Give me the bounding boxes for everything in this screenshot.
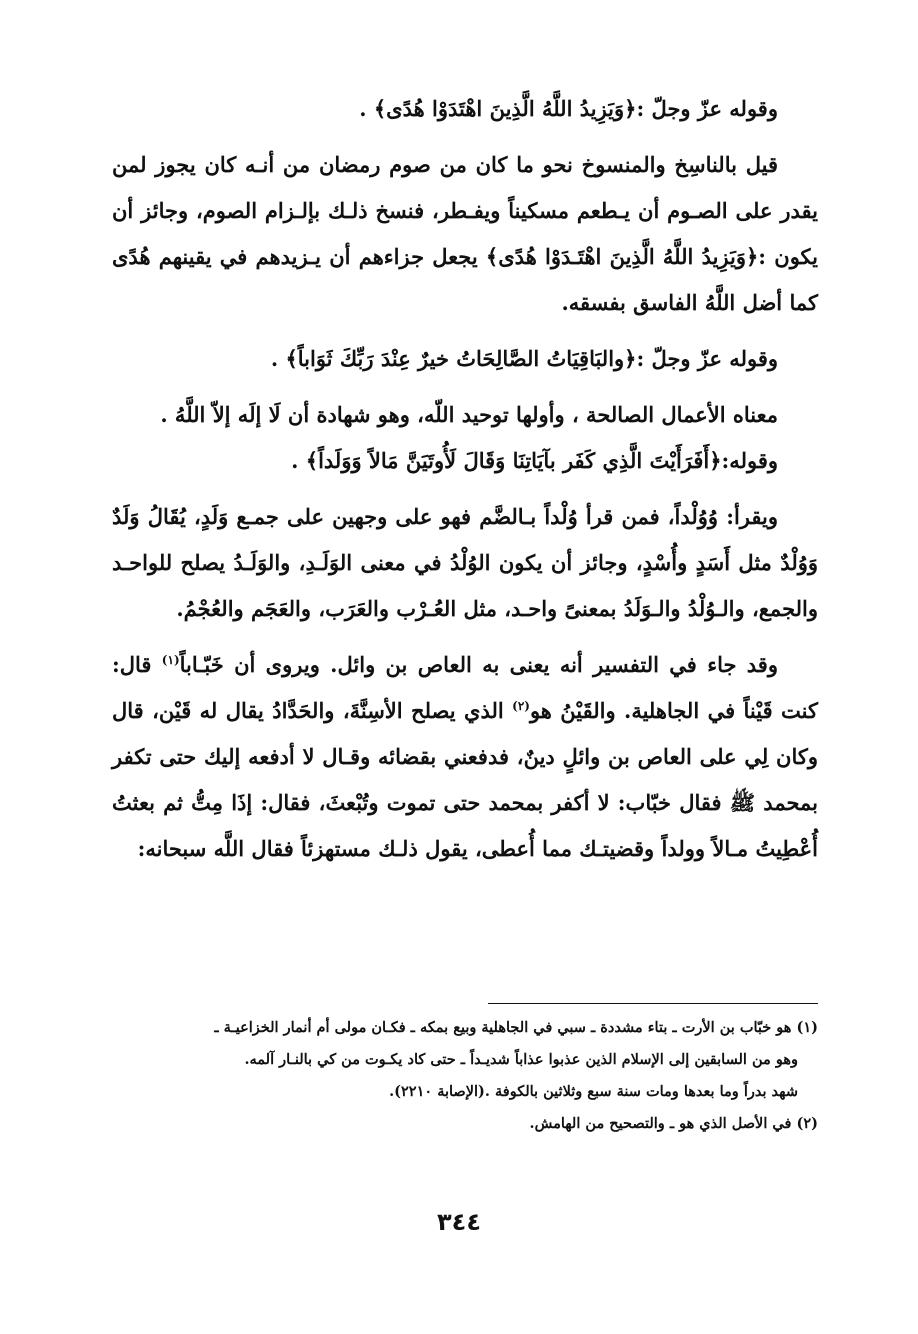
footnote-1: (١) هو خبّاب بن الأرت ـ بتاء مشددة ـ سبي في الجاهلية وبيع بمكه ـ فكـان مولى أم أنمار الخزاعيـة ـ <box>214 1019 818 1036</box>
paragraph-commentary-4 <box>112 642 818 872</box>
main-text <box>112 86 818 882</box>
paragraph-text-part-2: قال: كنت قَيْناً في الجاهلية. والقَيْنُ هو <box>112 652 819 723</box>
paragraph-commentary-1: قيل بالناسِخ والمنسوخ نحو ما كان من صوم رمضان من أنـه كان يجوز لمن يقدر على الصـوم أن يـطعم مسكيناً ويفـطر، فنسخ ذلـك بإلـزام الصوم، وجائز أن يكون :﴿وَيَزِيدُ اللَّهُ الَّذِينَ اهْتَـدَوْا هُدًى﴾ يجعل جزاءهم أن يـزيدهم في يقينهم هُدًى كما أضل اللَّهُ الفاسق بفسقه. <box>112 152 818 315</box>
footnote-1-continued-2: شهد بدراً وما بعدها ومات سنة سبع وثلاثين بالكوفة .(الإصابة ٢٢١٠). <box>389 1083 798 1100</box>
footnotes <box>112 1012 818 1140</box>
paragraph-verse-1: وقوله عزّ وجلّ :﴿وَيَزِيدُ اللَّهُ الَّذِينَ اهْتَدَوْا هُدًى﴾ . <box>359 96 778 121</box>
footnote-1-continued: وهو من السابقين إلى الإسلام الذين عذبوا عذاباً شديـداً ـ حتى كاد يكـوت من كي بالنـار آلمه. <box>244 1051 798 1068</box>
page-number: ٣٤٤ <box>437 1208 481 1236</box>
paragraph-commentary-2: معناه الأعمال الصالحة ، وأولها توحيد اللّه، وهو شهادة أن لَا إلَه إلاّ اللَّهُ . <box>160 402 778 427</box>
footnote-ref-1: (١) <box>161 653 180 667</box>
paragraph-commentary-3: ويقرأ: وُوُلْداً، فمن قرأ وُلْداً بـالضَّم فهو على وجهين على جمـع وَلَدٍ، يُقَالُ وَلَدٌ وَوُلْدٌ مثل أَسَدٍ وأُسْدٍ، وجائز أن يكون الوُلْدُ في معنى الوَلَـدِ، والوَلَـدُ يصلح للواحـد والجمع، والـوُلْدُ والـوَلَدُ بمعنىً واحـد، مثل العُـرْب والعَرَب، والعَجَم والعُجْمُ. <box>112 504 818 621</box>
footnote-ref-2: (٢) <box>512 699 530 713</box>
paragraph-text-part-3: الذي يصلح الأسِنَّةَ، والحَدَّادُ يقال له قَيْن، قال وكان لِي على العاص بن وائلٍ دينٌ، فدفعني بقضائه وقـال لا أدفعه إليك حتى تكفر بمحمد ﷺ فقال خبّاب: لا أكفر بمحمد حتى تموت وتُبْعثَ، فقال: إذَا مِتُّ ثم بعثتُ أُعْطِيتُ مـالاً وولداً وقضيتـك مما أُعطى، يقول ذلـك مستهزئاً فقال اللَّه سبحانه: <box>112 698 818 861</box>
paragraph-verse-2: وقوله عزّ وجلّ :﴿والبَاقِيَاتُ الصَّالِحَاتُ خيرٌ عِنْدَ رَبِّكَ ثَوَاباً﴾ . <box>270 346 778 371</box>
paragraph-text-part-1: وقد جاء في التفسير أنه يعنى به العاص بن وائل. ويروى أن خَبّـاباً <box>179 652 778 677</box>
footnote-2: (٢) في الأصل الذي هو ـ والتصحيح من الهامش. <box>529 1115 818 1132</box>
footnote-divider <box>488 1003 818 1004</box>
paragraph-verse-3: وقوله:﴿أَفَرَأَيْتَ الَّذِي كَفَر بآيَاتِنَا وَقَالَ لَأُوتَيَنَّ مَالاً وَوَلَداً﴾ . <box>291 448 778 473</box>
